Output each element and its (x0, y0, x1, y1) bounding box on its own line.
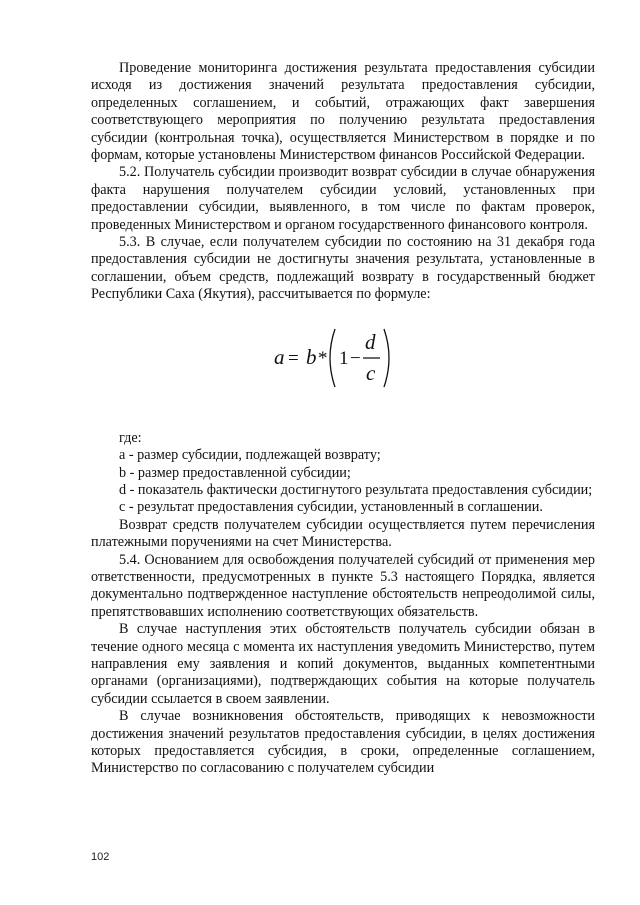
paragraph-monitoring: Проведение мониторинга достижения результата предоставления субсидии исходя из достижения значений результата предоставления субсидии, определенных соглашением, и событий, отражающих факт завершения соответствующего мероприятия по получению результата предоставления субсидии (контрольная точка), осуществляется Министерством в порядке и по формам, которые установлены Министерством финансов Российской Федерации. (91, 60, 595, 164)
formula-denominator: c (366, 360, 376, 385)
refund-formula (91, 312, 595, 404)
formula-one: 1 (339, 347, 349, 369)
paragraph-5-2: 5.2. Получатель субсидии производит возврат субсидии в случае обнаружения факта нарушения получателем субсидии условий, установленных при предоставлении субсидии, выявленного, в том числе по фактам проверок, проведенных Министерством и органом государственного финансового контроля. (91, 164, 595, 233)
formula-eq: = (288, 347, 299, 369)
paragraph-impossibility: В случае возникновения обстоятельств, приводящих к невозможности достижения значений результатов предоставления субсидии, в целях достижения которых предоставляется субсидия, в сроки, определенные соглашением, Министерство по согласованию с получателем субсидии (91, 708, 595, 777)
legend-intro: где: (119, 429, 142, 446)
legend-c: с - результат предоставления субсидии, установленный в соглашении. (119, 499, 543, 516)
paragraph-5-3: 5.3. В случае, если получателем субсидии по состоянию на 31 декабря года предоставления субсидии не достигнуты значения результата, установленные в соглашении, объем средств, подлежащий возврату в государственный бюджет Республики Саха (Якутия), рассчитывается по формуле: (91, 234, 595, 303)
spacer (91, 410, 595, 430)
legend-d: d - показатель фактически достигнутого результата предоставления субсидии; (119, 481, 593, 498)
formula-minus: − (350, 347, 361, 369)
legend-b: b - размер предоставленной субсидии; (119, 464, 351, 481)
page-number: 102 (91, 851, 110, 863)
formula-numerator: d (365, 329, 376, 354)
legend-a: а - размер субсидии, подлежащей возврату; (119, 447, 381, 464)
paragraph-force-majeure: В случае наступления этих обстоятельств получатель субсидии обязан в течение одного месяца с момента их наступления уведомить Министерство, путем направления ему заявления и копий документов, выданных компетентными органами (организациями), подтверждающих события на которые получатель субсидии ссылается в своем заявлении. (91, 621, 595, 707)
formula-svg (268, 313, 418, 403)
paragraph-refund-transfer: Возврат средств получателем субсидии осуществляется путем перечисления платежными поручениями на счет Министерства. (91, 516, 595, 551)
formula-a: a (274, 344, 285, 369)
formula-left-paren (330, 329, 335, 387)
document-page (91, 60, 595, 778)
paragraph-5-4: 5.4. Основанием для освобождения получателей субсидий от применения мер ответственности, предусмотренных в пункте 5.3 настоящего Порядка, является документально подтвержденное наступление обстоятельств непреодолимой силы, препятствовавших исполнению соответствующих обязательств. (91, 551, 595, 620)
formula-b: b (306, 344, 317, 369)
formula-mul: * (318, 347, 328, 369)
formula-right-paren (384, 329, 389, 387)
